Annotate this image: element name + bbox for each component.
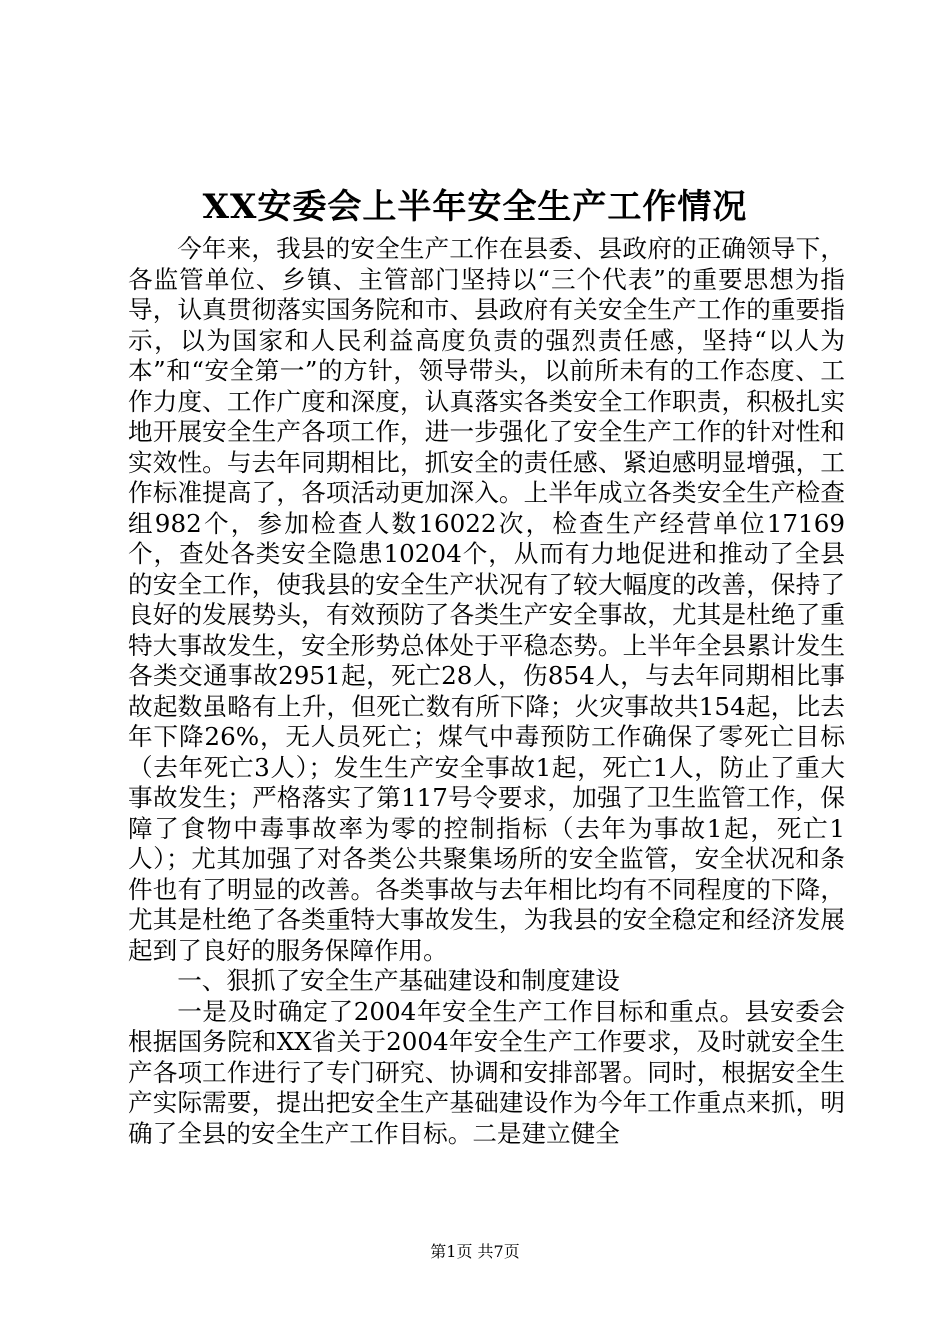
intro-paragraph: 今年来，我县的安全生产工作在县委、县政府的正确领导下，各监管单位、乡镇、主管部门坚持以“三个代表”的重要思想为指导，认真贯彻落实国务院和市、县政府有关安全生产工作的重要指示，以为国家和人民利益高度负责的强烈责任感，坚持“以人为本”和“安全第一”的方针，领导带头，以前所未有的工作态度、工作力度、工作广度和深度，认真落实各类安全工作职责，积极扎实地开展安全生产各项工作，进一步强化了安全生产工作的针对性和实效性。与去年同期相比，抓安全的责任感、紧迫感明显增强，工作标准提高了，各项活动更加深入。上半年成立各类安全生产检查组982个，参加检查人数16022次，检查生产经营单位17169个，查处各类安全隐患10204个，从而有力地促进和推动了全县的安全工作，使我县的安全生产状况有了较大幅度的改善，保持了良好的发展势头，有效预防了各类生产安全事故，尤其是杜绝了重特大事故发生，安全形势总体处于平稳态势。上半年全县累计发生各类交通事故2951起，死亡28人，伤854人，与去年同期相比事故起数虽略有上升，但死亡数有所下降；火灾事故共154起，比去年下降26%，无人员死亡；煤气中毒预防工作确保了零死亡目标（去年死亡3人）；发生生产安全事故1起，死亡1人，防止了重大事故发生；严格落实了第117号令要求，加强了卫生监管工作，保障了食物中毒事故率为零的控制指标（去年为事故1起，死亡1人）；尤其加强了对各类公共聚集场所的安全监管，安全状况和条件也有了明显的改善。各类事故与去年相比均有不同程度的下降，尤其是杜绝了各类重特大事故发生，为我县的安全稳定和经济发展起到了良好的服务保障作用。 bbox=[128, 234, 845, 965]
page-number-footer: 第1页 共7页 bbox=[430, 1242, 520, 1261]
document-body bbox=[128, 234, 845, 1149]
section-heading: 一、狠抓了安全生产基础建设和制度建设 bbox=[177, 966, 620, 995]
document-title: XX安委会上半年安全生产工作情况 bbox=[202, 187, 748, 227]
section-paragraph: 一是及时确定了2004年安全生产工作目标和重点。县安委会根据国务院和XX省关于2004年安全生产工作要求，及时就安全生产各项工作进行了专门研究、协调和安排部署。同时，根据安全生产实际需要，提出把安全生产基础建设作为今年工作重点来抓，明确了全县的安全生产工作目标。二是建立健全 bbox=[128, 996, 845, 1148]
